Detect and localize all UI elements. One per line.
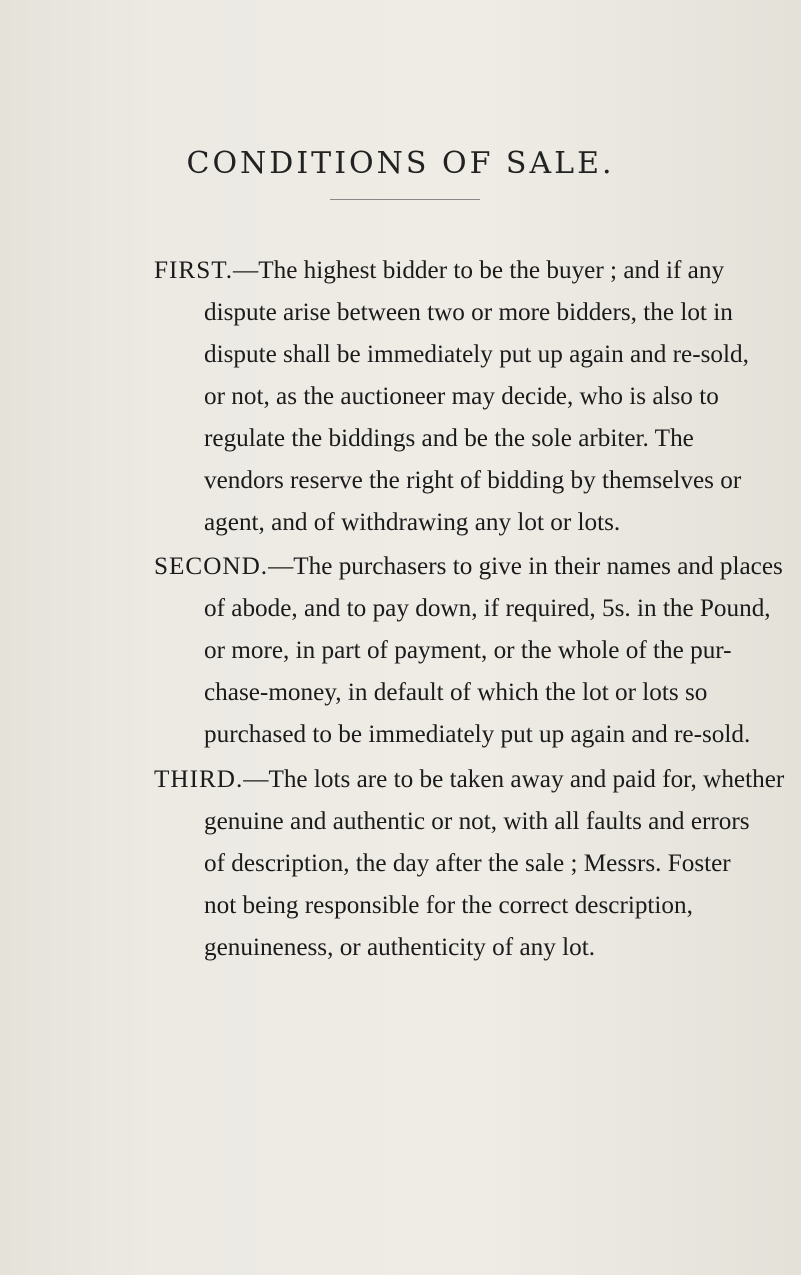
condition-line: vendors reserve the right of bidding by themselves or	[204, 467, 742, 494]
condition-line: THIRD.—The lots are to be taken away and paid for, whether	[154, 766, 785, 793]
condition-third	[154, 759, 785, 969]
condition-line: or not, as the auctioneer may decide, who is also to	[204, 383, 719, 410]
title-rule	[330, 199, 480, 200]
condition-lead: FIRST.	[154, 257, 234, 284]
condition-first	[154, 250, 754, 544]
condition-line: genuineness, or authenticity of any lot.	[204, 934, 596, 961]
condition-line: FIRST.—The highest bidder to be the buyer ; and if any	[154, 257, 725, 284]
condition-line: dispute shall be immediately put up again and re-sold,	[204, 341, 749, 368]
condition-line: SECOND.—The purchasers to give in their names and places	[154, 553, 783, 580]
condition-second	[154, 546, 783, 756]
condition-line: or more, in part of payment, or the whole of the pur-	[204, 637, 732, 664]
condition-line: agent, and of withdrawing any lot or lots.	[204, 509, 621, 536]
condition-line: dispute arise between two or more bidders, the lot in	[204, 299, 733, 326]
condition-line: regulate the biddings and be the sole arbiter. The	[204, 425, 694, 452]
condition-line: of abode, and to pay down, if required, 5s. in the Pound,	[204, 595, 771, 622]
condition-line: purchased to be immediately put up again and re-sold.	[204, 721, 751, 748]
condition-line: not being responsible for the correct description,	[204, 892, 693, 919]
condition-line: genuine and authentic or not, with all faults and errors	[204, 808, 750, 835]
condition-lead: SECOND.	[154, 553, 269, 580]
condition-line: chase-money, in default of which the lot or lots so	[204, 679, 708, 706]
page-title: CONDITIONS OF SALE.	[186, 146, 615, 181]
condition-line: of description, the day after the sale ; Messrs. Foster	[204, 850, 731, 877]
condition-lead: THIRD.	[154, 766, 244, 793]
